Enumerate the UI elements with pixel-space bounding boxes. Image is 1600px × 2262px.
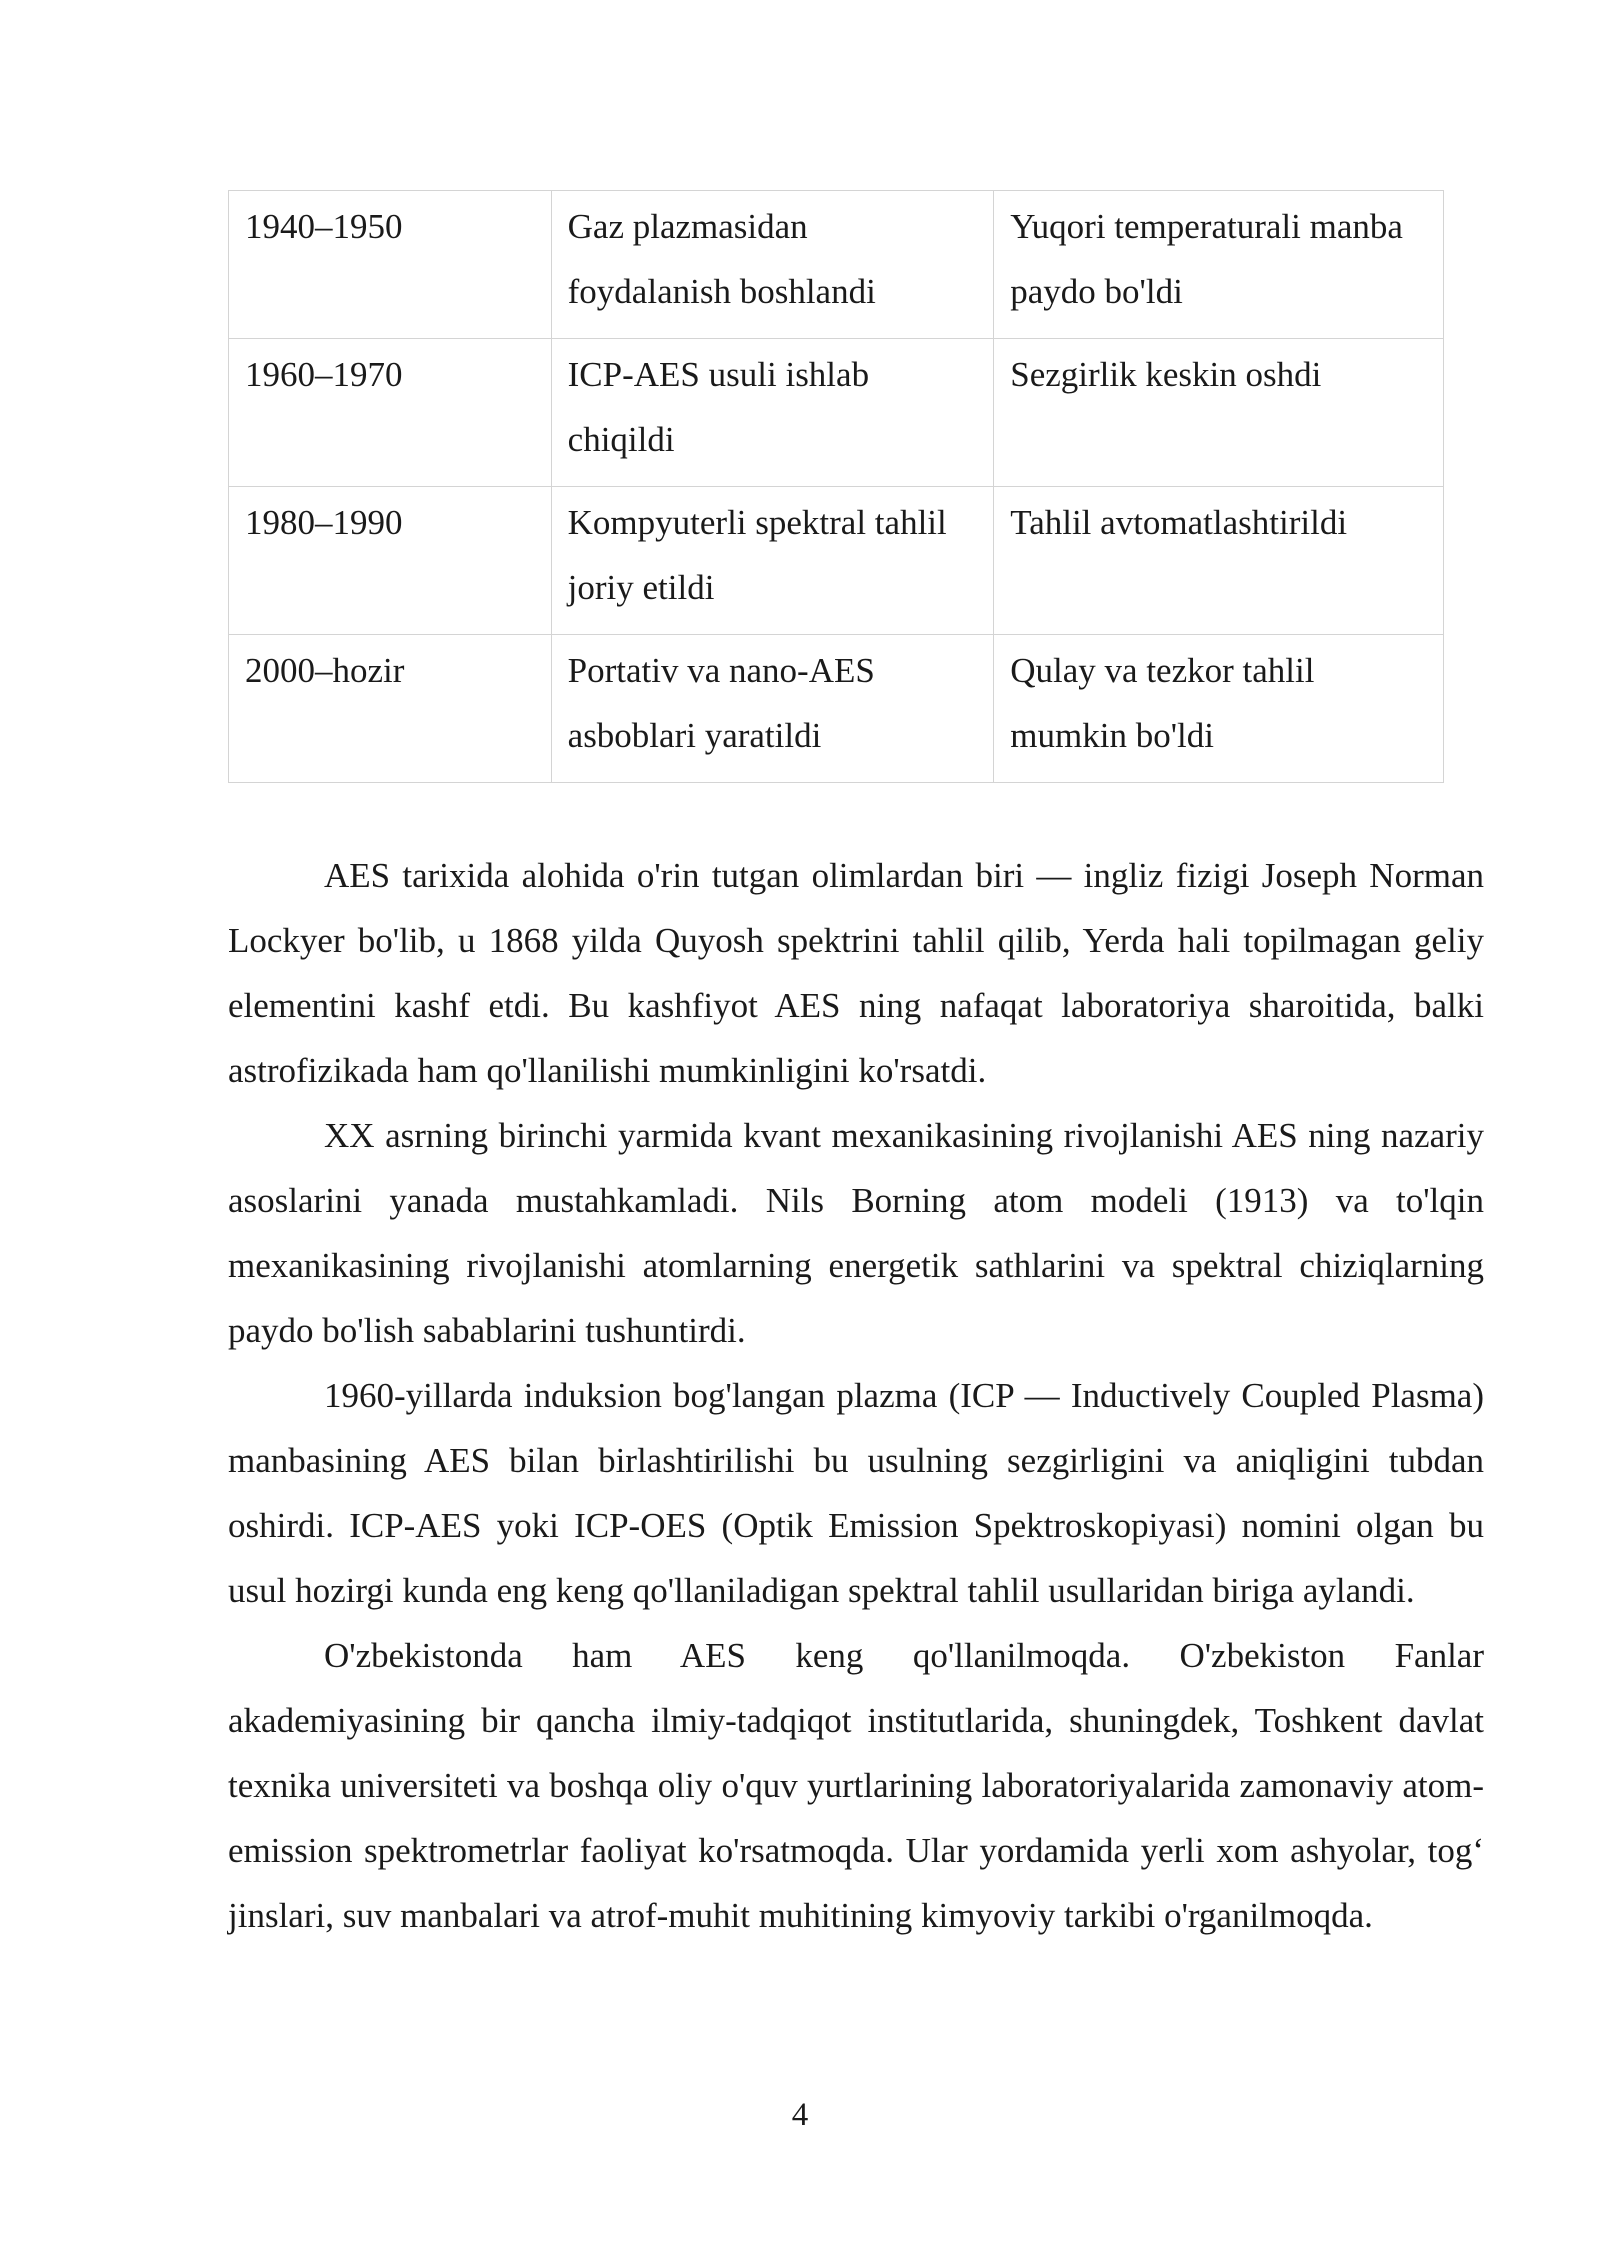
table-row — [229, 191, 1444, 339]
table-cell-event: Kompyuterli spektral tahlil joriy etildi — [551, 487, 994, 635]
table-cell-event: Gaz plazmasidan foydalanish boshlandi — [551, 191, 994, 339]
table-cell-result: Tahlil avtomatlashtirildi — [994, 487, 1444, 635]
paragraph: O'zbekistonda ham AES keng qo'llanilmoqda. O'zbekiston Fanlar akademiyasining bir qancha ilmiy-tadqiqot institutlarida, shuningdek, Toshkent davlat texnika universiteti va boshqa oliy o'quv yurtlarining laboratoriyalarida zamonaviy atom-emission spektrometrlar faoliyat ko'rsatmoqda. Ular yordamida yerli xom ashyolar, tog‘ jinslari, suv manbalari va atrof-muhit muhitining kimyoviy tarkibi o'rganilmoqda. — [228, 1636, 1484, 1935]
document-page — [228, 190, 1484, 1948]
paragraph: XX asrning birinchi yarmida kvant mexanikasining rivojlanishi AES ning nazariy asoslarini yanada mustahkamladi. Nils Borning atom modeli (1913) va to'lqin mexanikasining rivojlanishi atomlarning energetik sathlarini va spektral chiziqlarning paydo bo'lish sabablarini tushuntirdi. — [228, 1116, 1484, 1350]
table-cell-result: Qulay va tezkor tahlil mumkin bo'ldi — [994, 635, 1444, 783]
paragraph: 1960-yillarda induksion bog'langan plazma (ICP — Inductively Coupled Plasma) manbasining AES bilan birlashtirilishi bu usulning sezgirligini va aniqligini tubdan oshirdi. ICP-AES yoki ICP-OES (Optik Emission Spektroskopiyasi) nomini olgan bu usul hozirgi kunda eng keng qo'llaniladigan spektral tahlil usullaridan biriga aylandi. — [228, 1376, 1484, 1610]
table-row — [229, 487, 1444, 635]
body-text — [228, 843, 1484, 1948]
table-cell-period: 1980–1990 — [229, 487, 552, 635]
table-cell-result: Sezgirlik keskin oshdi — [994, 339, 1444, 487]
table-row — [229, 339, 1444, 487]
page-number: 4 — [791, 2097, 809, 2133]
table-cell-result: Yuqori temperaturali manba paydo bo'ldi — [994, 191, 1444, 339]
table-cell-event: Portativ va nano-AES asboblari yaratildi — [551, 635, 994, 783]
table-cell-period: 1960–1970 — [229, 339, 552, 487]
table-cell-event: ICP-AES usuli ishlab chiqildi — [551, 339, 994, 487]
paragraph: AES tarixida alohida o'rin tutgan olimlardan biri — ingliz fizigi Joseph Norman Lockyer bo'lib, u 1868 yilda Quyosh spektrini tahlil qilib, Yerda hali topilmagan geliy elementini kashf etdi. Bu kashfiyot AES ning nafaqat laboratoriya sharoitida, balki astrofizikada ham qo'llanilishi mumkinligini ko'rsatdi. — [228, 856, 1484, 1090]
history-table — [228, 190, 1444, 783]
table-row — [229, 635, 1444, 783]
table-cell-period: 2000–hozir — [229, 635, 552, 783]
table-cell-period: 1940–1950 — [229, 191, 552, 339]
